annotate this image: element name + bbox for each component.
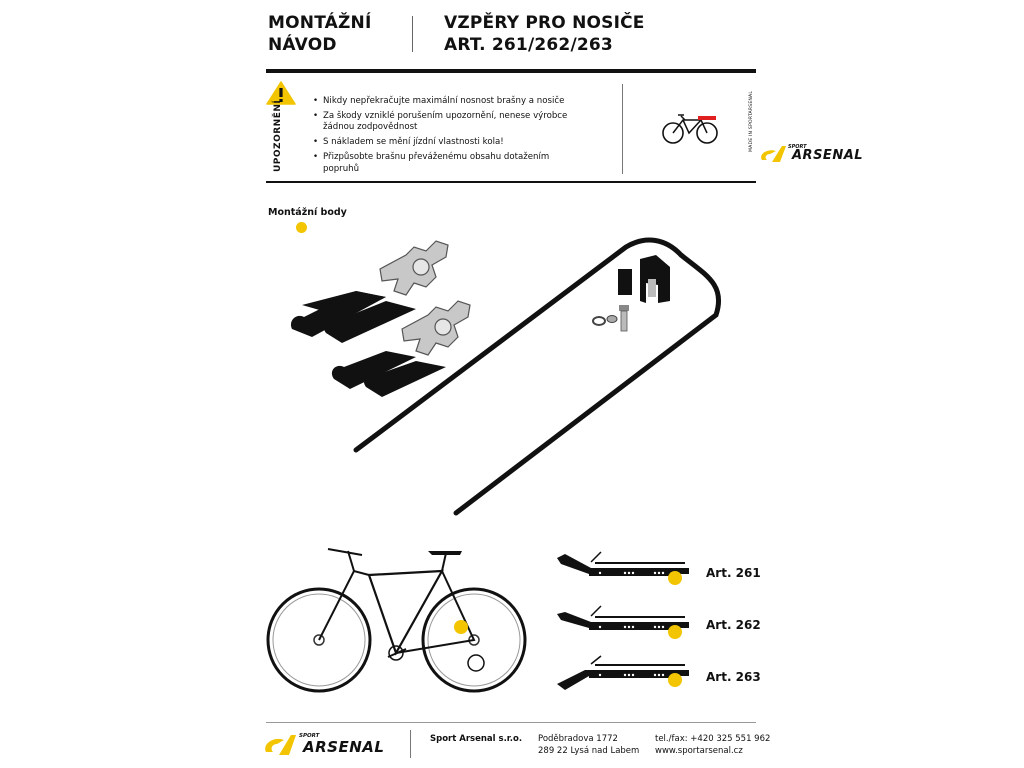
brand-logo-header — [758, 142, 883, 166]
article-label-262: Art. 262 — [706, 618, 761, 632]
warning-item: • S nákladem se mění jízdní vlastnosti kola! — [311, 137, 586, 148]
warning-label: UPOZORNĚNÍ — [273, 99, 283, 172]
title-line-1: MONTÁŽNÍ — [268, 13, 372, 33]
logo-sport-text: SPORT — [788, 144, 807, 150]
article-label-261: Art. 261 — [706, 566, 761, 580]
address-line-2: 289 22 Lysá nad Labem — [538, 746, 640, 756]
footer-rule — [266, 722, 756, 723]
article-variant-262 — [555, 600, 695, 640]
parts-illustration — [286, 225, 746, 520]
bike-rack-thumbnail — [661, 110, 721, 146]
product-title — [444, 12, 645, 56]
address-line-1: Poděbradova 1772 — [538, 734, 618, 744]
brand-logo-footer — [262, 730, 397, 760]
phone-text: tel./fax: +420 325 551 962 — [655, 734, 771, 744]
warning-list — [311, 96, 586, 178]
mount-points-label: Montážní body — [268, 207, 347, 218]
bolt-icon — [593, 305, 629, 331]
bike-diagram — [266, 545, 538, 695]
warning-bottom-rule — [266, 181, 756, 183]
logo-name-text: ARSENAL — [792, 148, 864, 163]
web-link[interactable]: www.sportarsenal.cz — [655, 746, 743, 756]
article-variant-261 — [555, 548, 695, 588]
clamp-icon — [380, 241, 470, 355]
warning-item: • Nikdy nepřekračujte maximální nosnost brašny a nosiče — [311, 96, 586, 107]
bracket-icon — [618, 255, 670, 303]
logo-name-text: ARSENAL — [303, 738, 385, 756]
warning-divider — [622, 84, 623, 174]
product-line-1: VZPĚRY PRO NOSIČE — [444, 13, 645, 33]
product-line-2: ART. 261/262/263 — [444, 35, 613, 55]
company-contact — [655, 733, 770, 757]
header-divider — [412, 16, 413, 52]
footer-divider — [410, 730, 411, 758]
logo-sport-text: SPORT — [299, 733, 320, 739]
title-line-2: NÁVOD — [268, 35, 337, 55]
document-title — [268, 12, 372, 56]
company-name: Sport Arsenal s.r.o. — [430, 734, 523, 744]
made-in-label: MADE IN SPORTARSENAL — [749, 90, 754, 152]
article-variant-263 — [555, 652, 695, 692]
article-label-263: Art. 263 — [706, 670, 761, 684]
company-address — [538, 733, 639, 757]
top-rule — [266, 69, 756, 73]
warning-item: • Za škody vzniklé porušením upozornění, nenese výrobce žádnou zodpovědnost — [311, 111, 586, 134]
warning-item: • Přizpůsobte brašnu převáženému obsahu dotažením popruhů — [311, 152, 586, 175]
